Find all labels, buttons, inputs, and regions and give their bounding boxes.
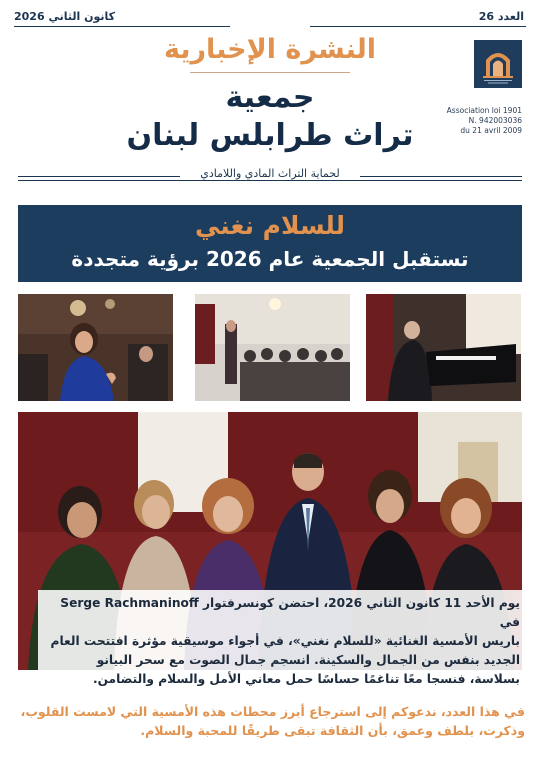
caption-line: باريس الأمسية الغنائية «للسلام نغني»، في أجواء موسيقية مؤثرة افتتحت العام	[50, 634, 520, 648]
org-name-line1: جمعية	[225, 80, 315, 115]
photo-pianist	[366, 294, 521, 401]
closing-paragraph	[20, 702, 525, 740]
issue-number: العدد 26	[478, 10, 524, 23]
banner-subtitle: تستقبل الجمعية عام 2026 برؤية متجددة	[71, 247, 469, 271]
newsletter-title: النشرة الإخبارية	[163, 34, 377, 65]
caption-line: الجديد بنفس من الجمال والسكينة. انسجم جمال الصوت مع سحر البيانو	[96, 653, 520, 667]
event-caption	[40, 594, 520, 689]
photo-singer	[18, 294, 173, 401]
issue-date: كانون الثاني 2026	[14, 10, 116, 23]
caption-line: يوم الأحد 11 كانون الثاني 2026، احتضن كونسرفتوار Serge Rachmaninoff في	[60, 596, 520, 629]
caption-line: بسلاسة، فنسجا معًا تناغمًا حساسًا حمل معاني الأمل والسلام والتضامن.	[92, 672, 520, 686]
tagline: لحماية التراث المادي واللامادي	[200, 167, 340, 180]
closing-line: في هذا العدد، ندعوكم إلى استرجاع أبرز محطات هذه الأمسية التي لامست القلوب،	[20, 704, 525, 719]
photo-audience	[195, 294, 350, 401]
banner-title: للسلام نغني	[194, 211, 346, 240]
registration-info: Association loi 1901 N. 942003036 du 21 avril 2009	[446, 106, 522, 135]
title-underline	[190, 72, 350, 73]
closing-line: وذكرت، بلطف وعمق، بأن الثقافة تبقى طريقًا للمحبة والسلام.	[140, 723, 525, 738]
org-name-line2: تراث طرابلس لبنان	[126, 118, 414, 153]
association-logo-icon	[474, 40, 522, 88]
header-bottom-rule	[18, 180, 522, 181]
